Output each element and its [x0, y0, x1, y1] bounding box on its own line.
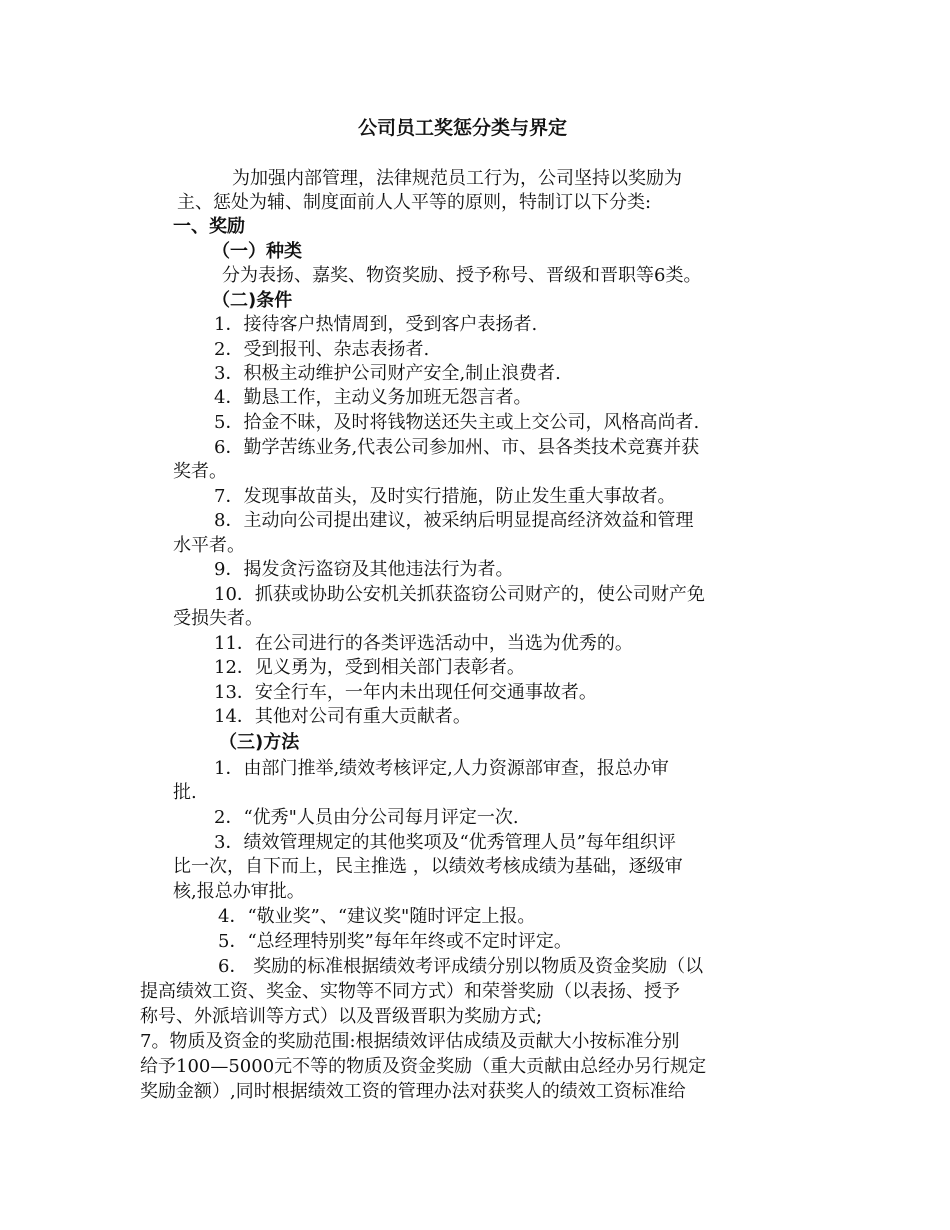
condition-item: 10．抓获或协助公安机关抓获盗窃公司财产的，使公司财产免 [214, 584, 705, 605]
condition-item: 7．发现事故苗头，及时实行措施，防止发生重大事故者。 [214, 486, 676, 507]
condition-item: 2．受到报刊、杂志表扬者. [214, 339, 430, 360]
condition-item: 13．安全行车，一年内未出现任何交通事故者。 [214, 682, 597, 703]
method-item: 2．“优秀"人员由分公司每月评定一次. [214, 807, 519, 828]
method-item: 1．由部门推举,绩效考核评定,人力资源部审查，报总办审 [214, 758, 669, 779]
subsection-heading-methods: （三)方法 [219, 732, 300, 753]
intro-line-2: 主、惩处为辅、制度面前人人平等的原则，特制订以下分类: [177, 192, 652, 213]
condition-item-continuation: 受损失者。 [173, 608, 263, 629]
types-text: 分为表扬、嘉奖、物资奖励、授予称号、晋级和晋职等6类。 [222, 265, 702, 286]
method-item-continuation: 奖励金额）,同时根据绩效工资的管理办法对获奖人的绩效工资标准给 [140, 1081, 686, 1102]
method-item: 6． 奖励的标准根据绩效考评成绩分别以物质及资金奖励（以 [218, 956, 704, 977]
condition-item: 5．拾金不昧，及时将钱物送还失主或上交公司，风格高尚者. [214, 412, 700, 433]
method-item-continuation: 提高绩效工资、奖金、实物等不同方式）和荣誉奖励（以表扬、授予 [140, 981, 680, 1002]
subsection-heading-conditions: （二)条件 [212, 290, 293, 311]
condition-item: 8．主动向公司提出建议，被采纳后明显提高经济效益和管理 [214, 510, 694, 531]
condition-item: 6．勤学苦练业务,代表公司参加州、市、县各类技术竞赛并获 [214, 437, 700, 458]
section-heading-rewards: 一、奖励 [173, 216, 245, 237]
method-item-continuation: 称号、外派培训等方式）以及晋级晋职为奖励方式; [140, 1006, 543, 1027]
condition-item: 14．其他对公司有重大贡献者。 [214, 706, 471, 727]
method-item-continuation: 给予100—5000元不等的物质及资金奖励（重大贡献由总经办另行规定 [140, 1056, 707, 1077]
intro-line-1: 为加强内部管理，法律规范员工行为，公司坚持以奖励为 [232, 168, 682, 189]
condition-item: 1．接待客户热情周到，受到客户表扬者. [214, 314, 538, 335]
method-item: 7。物质及资金的奖励范围:根据绩效评估成绩及贡献大小按标准分别 [140, 1031, 680, 1052]
method-item: 3．绩效管理规定的其他奖项及“优秀管理人员”每年组织评 [214, 832, 676, 853]
condition-item: 3．积极主动维护公司财产安全,制止浪费者. [214, 363, 561, 384]
method-item-continuation: 比一次，自下而上，民主推选 ，以绩效考核成绩为基础，逐级审 [173, 856, 683, 877]
condition-item: 11．在公司进行的各类评选活动中，当选为优秀的。 [214, 633, 633, 654]
condition-item: 12．见义勇为，受到相关部门表彰者。 [214, 657, 525, 678]
subsection-heading-types: （一）种类 [212, 241, 302, 262]
condition-item: 4．勤恳工作，主动义务加班无怨言者。 [214, 387, 532, 408]
method-item: 4．“敬业奖”、“建议奖"随时评定上报。 [218, 906, 536, 927]
method-item-continuation: 核,报总办审批。 [173, 881, 305, 902]
condition-item-continuation: 奖者。 [173, 461, 227, 482]
condition-item: 9．揭发贪污盗窃及其他违法行为者。 [214, 559, 514, 580]
method-item-continuation: 批. [173, 782, 197, 803]
method-item: 5．“总经理特别奖”每年年终或不定时评定。 [218, 931, 572, 952]
condition-item-continuation: 水平者。 [173, 535, 245, 556]
page-title: 公司员工奖惩分类与界定 [358, 117, 568, 139]
